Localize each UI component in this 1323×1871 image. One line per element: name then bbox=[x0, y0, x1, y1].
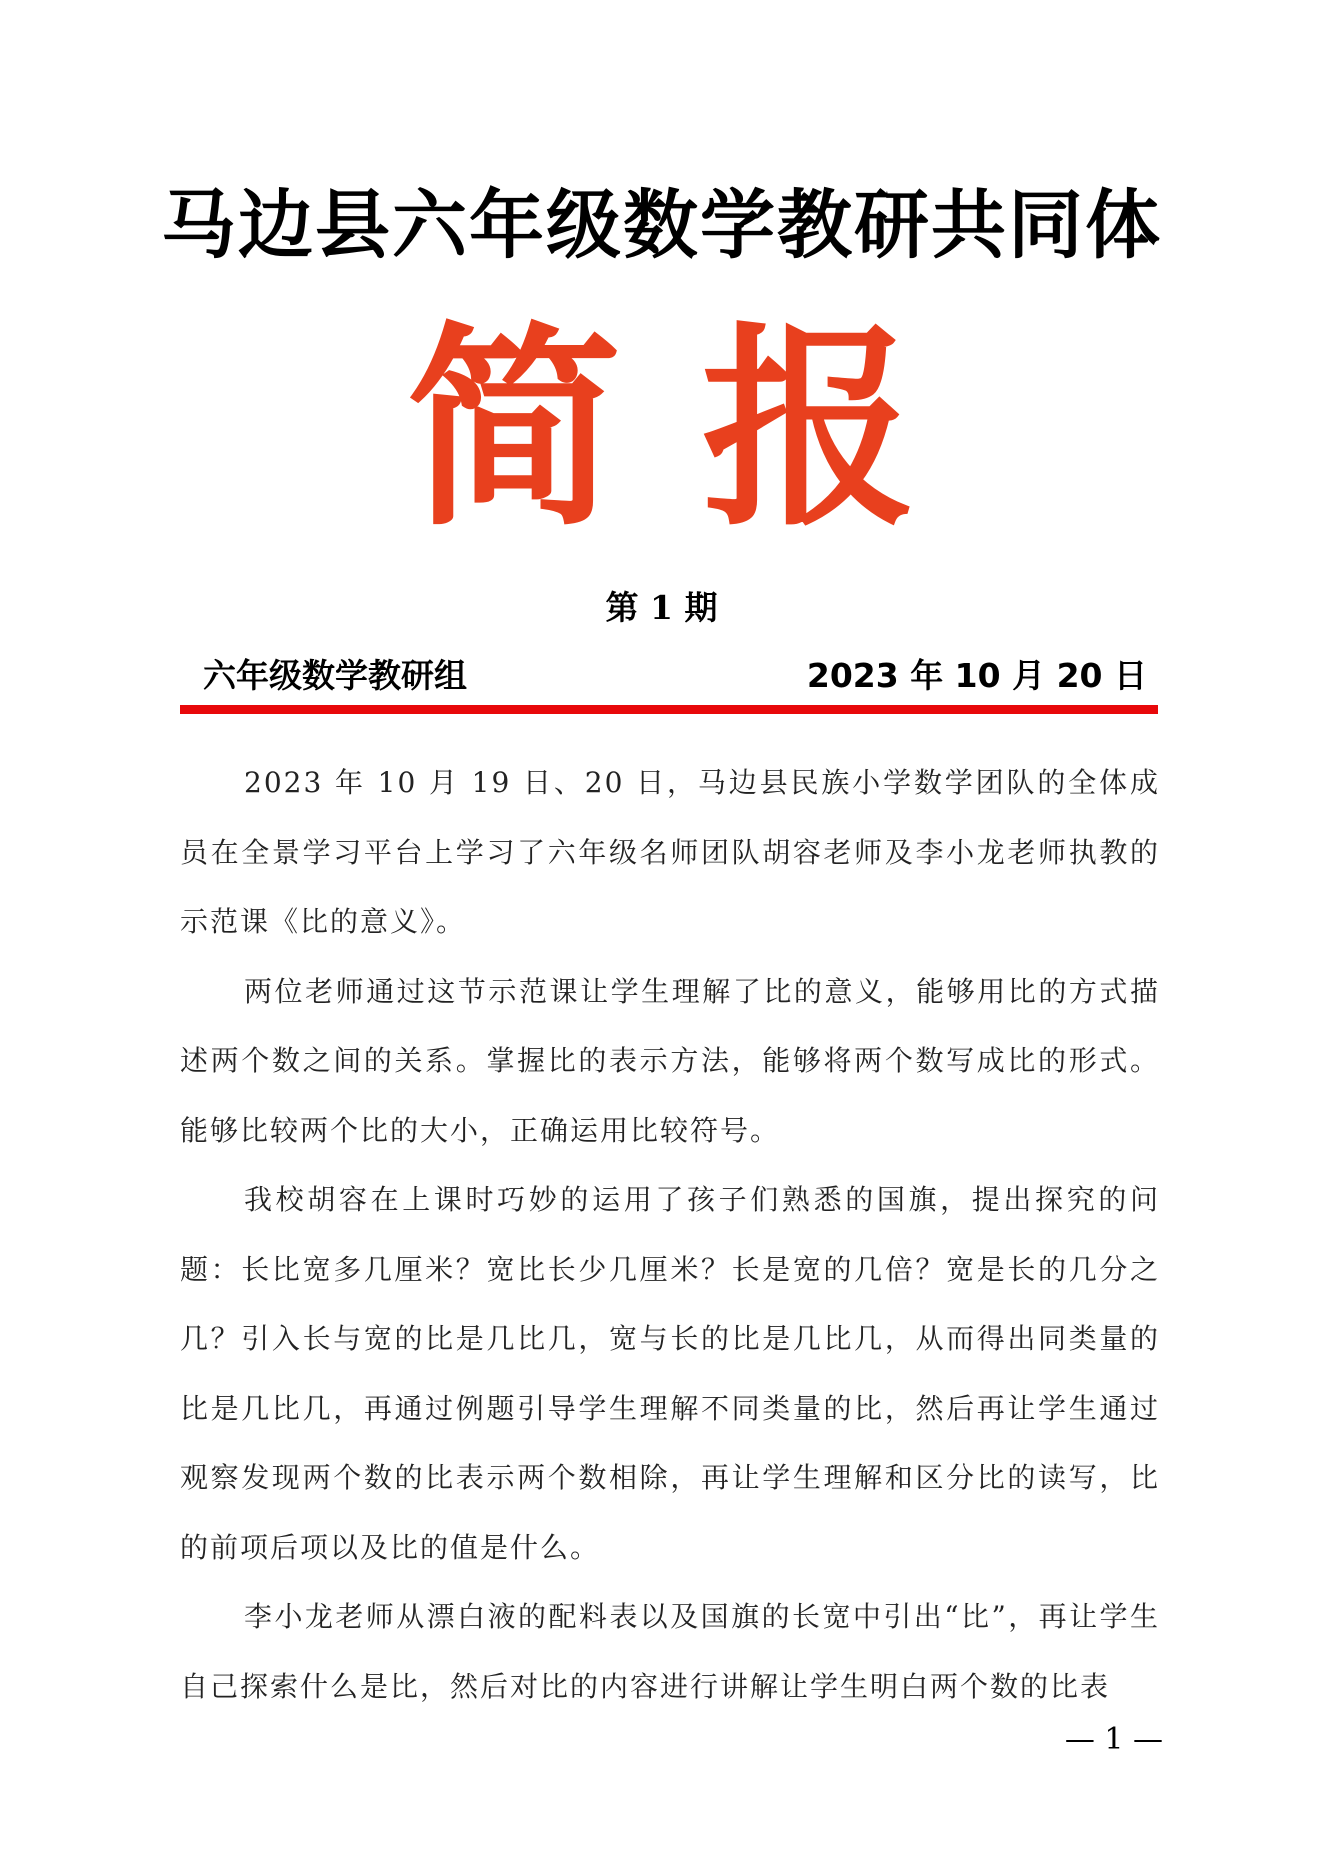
date-label: 2023 年 10 月 20 日 bbox=[806, 656, 1147, 695]
paragraph: 2023 年 10 月 19 日、20 日，马边县民族小学数学团队的全体成员在全景学习平台上学习了六年级名师团队胡容老师及李小龙老师执教的示范课《比的意义》。 bbox=[180, 766, 1160, 938]
issue-number: 第 1 期 bbox=[605, 588, 718, 627]
paragraph: 李小龙老师从漂白液的配料表以及国旗的长宽中引出“比”，再让学生自己探索什么是比，然后对比的内容进行讲解让学生明白两个数的比表 bbox=[180, 1600, 1160, 1703]
paragraph: 两位老师通过这节示范课让学生理解了比的意义，能够用比的方式描述两个数之间的关系。掌握比的表示方法，能够将两个数写成比的形式。能够比较两个比的大小，正确运用比较符号。 bbox=[180, 974, 1160, 1147]
page-number: — 1 — bbox=[1064, 1722, 1163, 1757]
org-title: 马边县六年级数学教研共同体 bbox=[160, 181, 1162, 269]
red-divider bbox=[180, 705, 1158, 714]
body-text bbox=[180, 748, 1160, 1721]
department-label: 六年级数学教研组 bbox=[203, 656, 467, 695]
paragraph: 我校胡容在上课时巧妙的运用了孩子们熟悉的国旗，提出探究的问题：长比宽多几厘米？宽比长少几厘米？长是宽的几倍？宽是长的几分之几？引入长与宽的比是几比几，宽与长的比是几比几，从而得出同类量的比是几比几，再通过例题引导学生理解不同类量的比，然后再让学生通过观察发现两个数的比表示两个数相除，再让学生理解和区分比的读写，比的前项后项以及比的值是什么。 bbox=[180, 1183, 1160, 1564]
brief-title: 简报 bbox=[406, 304, 997, 555]
